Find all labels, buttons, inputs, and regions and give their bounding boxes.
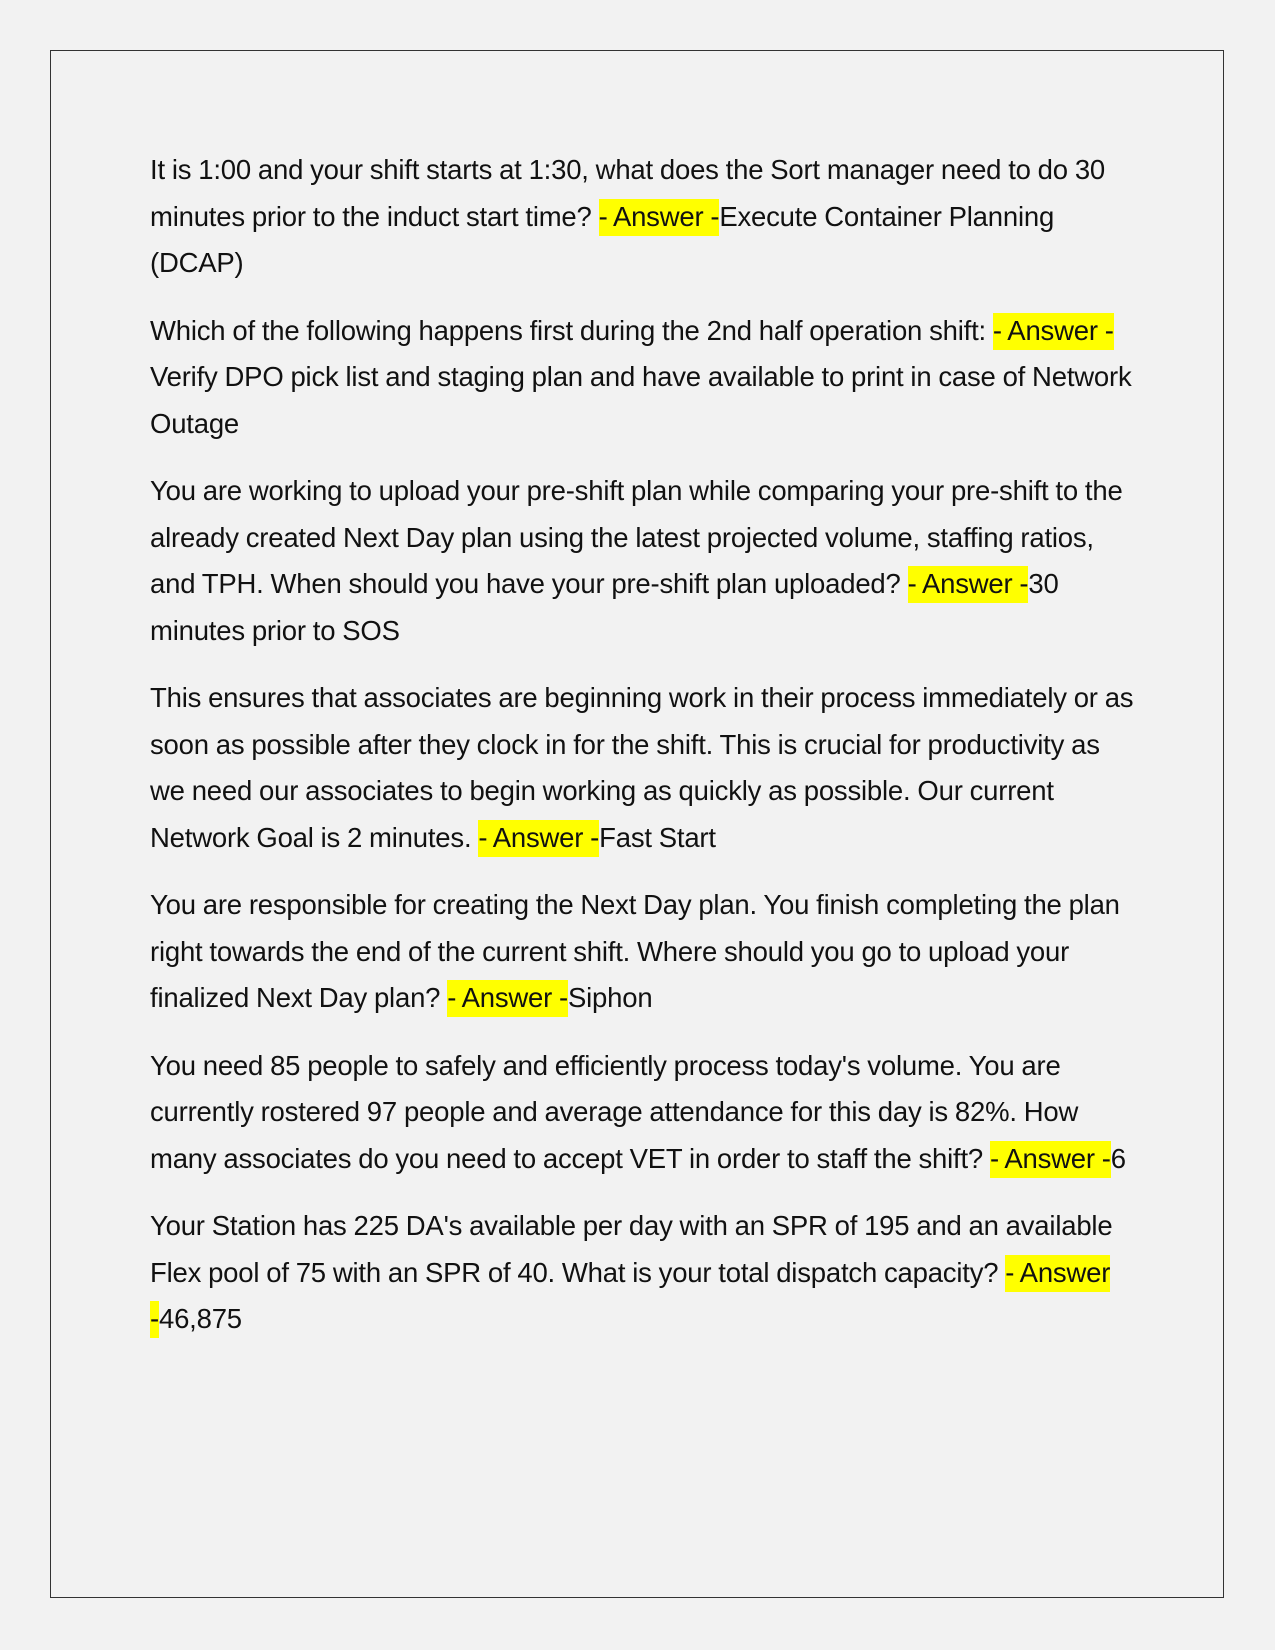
qa-item [150,1203,1140,1343]
question-text: Which of the following happens first during the 2nd half operation shift: [150,314,993,346]
answer-text: 6 [1110,1142,1126,1174]
qa-item [150,147,1140,287]
answer-marker: - Answer - [150,1255,1110,1339]
answer-marker: - Answer - [447,980,568,1017]
question-text: You need 85 people to safely and efficiently process today's volume. You are currently rostered 97 people and average attendance for this day is 82%. How many associates do you need to accept VET in order to staff the shift? [150,1049,1079,1174]
qa-item [150,1043,1140,1183]
question-text: Your Station has 225 DA's available per day with an SPR of 195 and an available Flex pool of 75 with an SPR of 40. What is your total dispatch capacity? [150,1210,1113,1288]
answer-text: Siphon [567,982,653,1013]
question-text: This ensures that associates are beginning work in their process immediately or as soon as possible after they clock in for the shift. This is crucial for productivity as we need our associates to begin working as quickly as possible. Our current Network Goal is 2 minutes. [150,682,1134,853]
answer-marker: - Answer - [599,199,720,236]
qa-item [150,468,1140,654]
qa-item [150,882,1140,1022]
document-body [150,147,1140,1364]
question-text: You are responsible for creating the Next Day plan. You finish completing the plan right towards the end of the current shift. Where should you go to upload your finalized Next Day plan? [150,889,1120,1013]
answer-marker: - Answer - [990,1141,1111,1178]
answer-text: 30 minutes prior to SOS [150,568,1059,646]
question-text: It is 1:00 and your shift starts at 1:30, what does the Sort manager need to do 30 minutes prior to the induct start time? [150,154,1106,232]
qa-item [150,308,1140,448]
answer-marker: - Answer - [993,313,1114,350]
qa-item [150,675,1140,861]
question-text: You are working to upload your pre-shift plan while comparing your pre-shift to the already created Next Day plan using the latest projected volume, staffing ratios, and TPH. When should you have your pre-shift plan uploaded? [150,475,1123,599]
answer-marker: - Answer - [908,566,1029,603]
answer-text: 46,875 [158,1303,242,1334]
answer-marker: - Answer - [478,820,599,857]
answer-text: Fast Start [599,821,716,853]
answer-text: Verify DPO pick list and staging plan and have available to print in case of Network Outage [150,361,1132,439]
answer-text: Execute Container Planning (DCAP) [150,200,1055,278]
